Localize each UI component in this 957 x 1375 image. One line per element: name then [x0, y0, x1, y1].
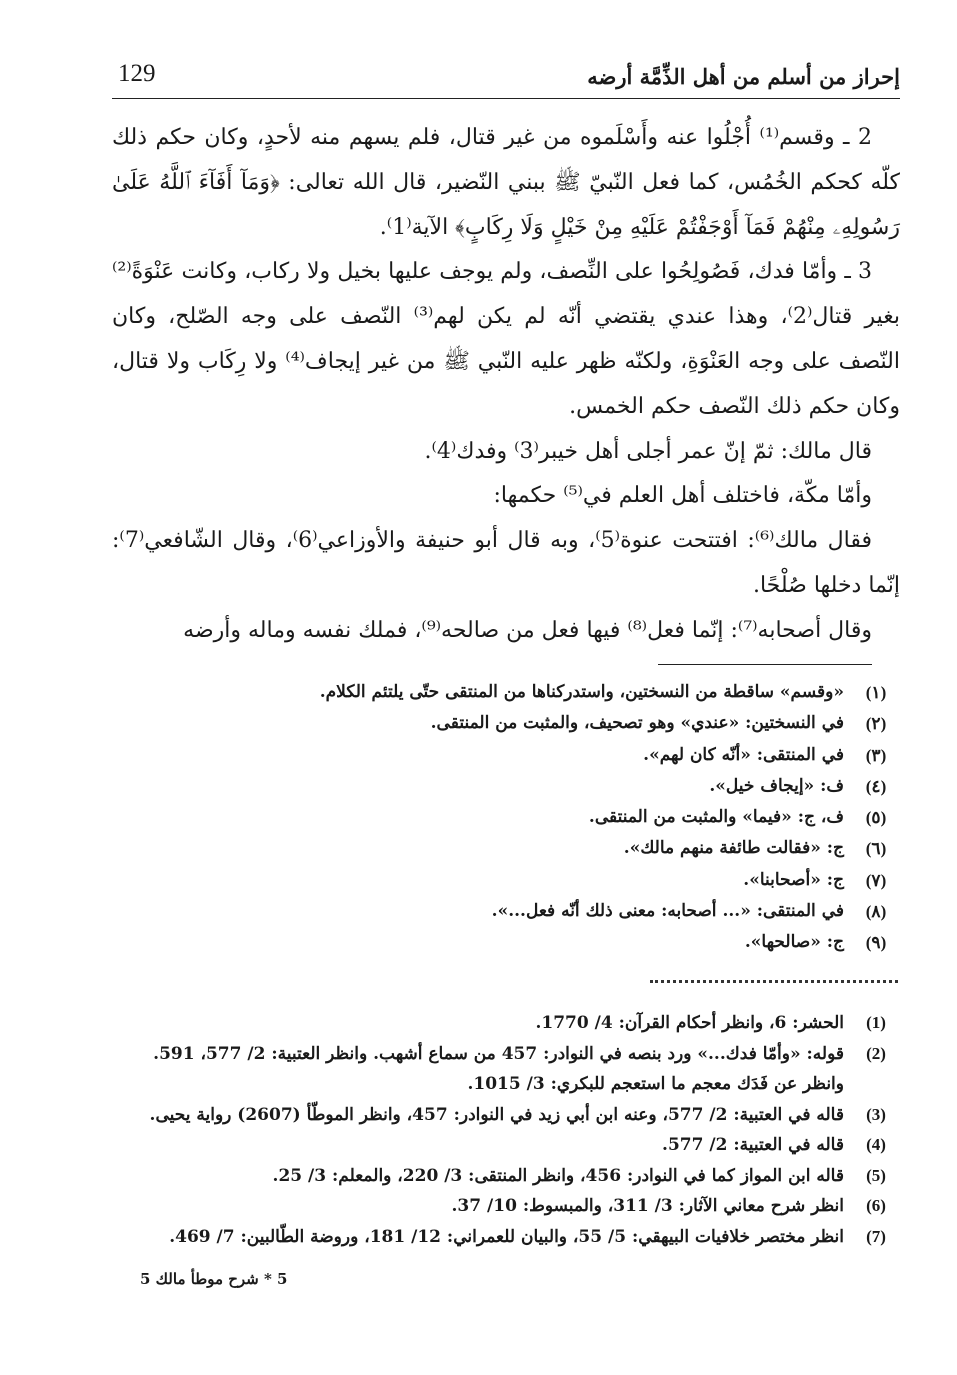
footnote-text: انظر شرح معاني الآثار: 3/ 311، والمبسوط: 10/ 37. — [451, 1196, 844, 1216]
footnote-text: ج: «فقالت طائفة منهم مالك». — [623, 838, 844, 859]
footnote — [112, 1130, 900, 1161]
footnote — [112, 1039, 900, 1100]
footnote-number: (4) — [866, 1135, 886, 1154]
signature-line: 5 * شرح موطأ مالك 5 — [140, 1270, 288, 1288]
footnote — [112, 677, 900, 708]
page-header — [112, 58, 900, 99]
footnote-text: في النسختين: «عندي» وهو تصحيف، والمثبت من المنتقى. — [430, 713, 844, 734]
paragraph: 2 ـ وقسم⁽¹⁾ أُجْلُوا عنه وأَسْلَموه من غير قتال، فلم يسهم منه لأحدٍ، وكان حكم ذلك كلّه كحكم الخُمُس، كما فعل النّبيّ ﷺ ببني النّضير، قال الله تعالى: ﴿وَمَآ أَفَآءَ ٱللَّهُ عَلَىٰ رَسُولِهِۦ مِنْهُمْ فَمَآ أَوْجَفْتُمْ عَلَيْهِ مِنْ خَيْلٍ وَلَا رِكَابٍ﴾ الآية⁽1⁾. — [112, 125, 900, 240]
footnote — [112, 927, 900, 958]
dotted-separator — [650, 980, 898, 983]
footnote-text: «وقسم» ساقطة من النسختين، واستدركناها من المنتقى حتّى يلتئم الكلام. — [319, 682, 844, 702]
footnote-text: قاله ابن المواز كما في النوادر: 456، وانظر المنتقى: 3/ 220، والمعلم: 3/ 25. — [272, 1165, 844, 1186]
paragraph: 3 ـ وأمّا فدك، فَصُولِحُوا على النِّصف، ولم يوجف عليها بخيل ولا ركاب، وكانت عَنْوَةً⁽²⁾ بغير قتال⁽2⁾، وهذا عندي يقتضي أنّه لم يكن لهم⁽³⁾ النّصف على وجه الصّلح، وكان النّصف على وجه العَنْوَةِ، ولكنّه ظهر عليه النّبي ﷺ من غير إيجاف⁽⁴⁾ ولا رِكَاب ولا قتال، وكان حكم ذلك النّصف حكم الخمس. — [112, 259, 900, 419]
paragraph: قال مالك: ثمّ إنّ عمر أجلى أهل خيبر⁽3⁾ وفدك⁽4⁾. — [424, 438, 872, 464]
footnote-number: (١) — [865, 683, 887, 702]
running-title: إحراز من أسلم من أهل الذِّمَّة أرضه — [587, 64, 900, 89]
paragraph: فقال مالك⁽⁶⁾: افتتحت عنوة⁽5⁾، وبه قال أبو حنيفة والأوزاعي⁽6⁾، وقال الشّافعي⁽7⁾: إنّما دخلها صُلْحًا. — [112, 528, 900, 598]
footnote-number: (٤) — [865, 776, 887, 796]
footnote — [112, 802, 900, 833]
footnote-number: (٢) — [865, 714, 887, 734]
footnote-text: انظر مختصر خلافيات البيهقي: 5/ 55، والبيان للعمراني: 12/ 181، وروضة الطّالبين: 7/ 469. — [169, 1226, 844, 1247]
footnote — [112, 771, 900, 802]
variant-notes — [112, 677, 900, 959]
footnote — [112, 865, 900, 896]
footnote-number: (٩) — [865, 933, 887, 953]
footnote-text: قوله: «وأمّا فدك...» ورد بنصه في النوادر: 457 من سماع أشهب. وانظر العتبية: 2/ 577، 591. وانظر عن فَدَك معجم ما استعجم للبكري: 3/ 1015. — [153, 1043, 844, 1094]
footnote-number: (٨) — [865, 902, 887, 922]
footnote — [112, 708, 900, 739]
footnote — [112, 1161, 900, 1192]
footnote-number: (٣) — [865, 745, 887, 765]
footnote-number: (2) — [866, 1043, 886, 1063]
footnote-text: ف: «إيجاف خيل». — [709, 775, 844, 796]
paragraph: وأمّا مكّة، فاختلف أهل العلم في⁽⁵⁾ حكمها: — [493, 483, 872, 509]
footnote-text: ج: «أصحابنا». — [743, 869, 844, 890]
paragraph: وقال أصحابه⁽⁷⁾: إنّما فعل⁽⁸⁾ فيها فعل من صالحه⁽⁹⁾، فملك نفسه وماله وأرضه — [183, 617, 872, 643]
footnote — [112, 896, 900, 927]
footnote-text: ف، ج: «فيما» والمثبت من المنتقى. — [588, 807, 844, 828]
footnote-number: (7) — [866, 1226, 886, 1246]
footnote-number: (3) — [866, 1104, 886, 1124]
footnote-text: في المنتقى: «... أصحابه: معنى ذلك أنّه فعل...». — [491, 901, 844, 922]
footnote-text: الحشر: 6، وانظر أحكام القرآن: 4/ 1770. — [535, 1013, 844, 1033]
footnote — [112, 833, 900, 864]
footnote-number: (٧) — [865, 870, 887, 890]
footnote — [112, 1008, 900, 1039]
footnote-number: (٥) — [865, 808, 887, 828]
footnote-number: (5) — [866, 1165, 886, 1185]
footnote-text: قاله في العتبية: 2/ 577. — [662, 1135, 844, 1155]
footnote — [112, 1191, 900, 1222]
footnote-separator — [658, 664, 872, 665]
main-text — [112, 116, 900, 654]
footnote-number: (٦) — [865, 839, 887, 859]
footnote-text: ج: «صالحها». — [744, 932, 844, 953]
footnote — [112, 1222, 900, 1253]
footnote — [112, 740, 900, 771]
source-notes — [112, 1008, 900, 1252]
footnote-text: في المنتقى: «أنّه كان لهم». — [643, 744, 844, 765]
footnote — [112, 1100, 900, 1131]
footnote-number: (6) — [866, 1196, 886, 1215]
footnote-number: (1) — [866, 1013, 886, 1032]
footnote-text: قاله في العتبية: 2/ 577، وعنه ابن أبي زيد في النوادر: 457، وانظر الموطّأ (2607) رواية يحيى. — [149, 1104, 844, 1125]
page-number: 129 — [118, 60, 156, 87]
